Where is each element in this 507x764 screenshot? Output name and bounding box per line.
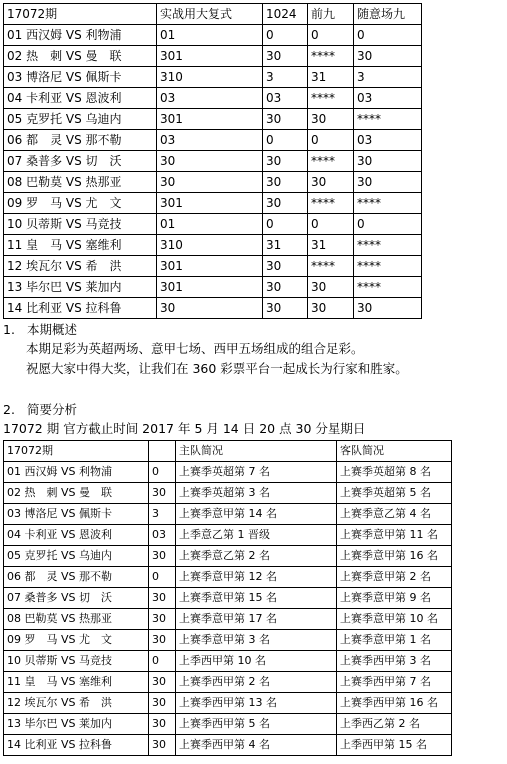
cell-home-summary: 上赛季英超第 7 名	[176, 462, 337, 483]
cell-match: 05 克罗托 VS 乌迪内	[4, 546, 149, 567]
cell-away-summary: 上赛季意甲第 11 名	[337, 525, 452, 546]
cell-pick-1024: 30	[263, 256, 308, 277]
cell-first-nine: 30	[308, 172, 354, 193]
section-1-line-2: 祝愿大家中得大奖，让我们在 360 彩票平台一起成长为行家和胜家。	[26, 361, 408, 376]
cell-first-nine: 0	[308, 214, 354, 235]
cell-match: 13 毕尔巴 VS 莱加内	[4, 277, 157, 298]
table-row	[4, 588, 452, 609]
cell-match: 02 热 刺 VS 曼 联	[4, 46, 157, 67]
cell-match: 04 卡利亚 VS 恩波利	[4, 525, 149, 546]
cell-away-summary: 上赛季意甲第 2 名	[337, 567, 452, 588]
cell-away-summary: 上赛季西甲第 3 名	[337, 651, 452, 672]
cell-match: 08 巴勒莫 VS 热那亚	[4, 609, 149, 630]
table-row	[4, 235, 422, 256]
section-2-heading	[3, 401, 77, 419]
cell-first-nine: 31	[308, 67, 354, 88]
table-row	[4, 462, 452, 483]
cell-away-summary: 上赛季英超第 8 名	[337, 462, 452, 483]
header-first-nine: 前九	[308, 4, 354, 25]
cell-away-summary: 上赛季西甲第 7 名	[337, 672, 452, 693]
cell-away-summary: 上赛季意甲第 10 名	[337, 609, 452, 630]
table-row	[4, 693, 452, 714]
cell-away-summary: 上赛季意甲第 1 名	[337, 630, 452, 651]
table-row	[4, 214, 422, 235]
cell-first-nine: 30	[308, 277, 354, 298]
cell-home-summary: 上赛季西甲第 5 名	[176, 714, 337, 735]
cell-match: 10 贝蒂斯 VS 马竞技	[4, 214, 157, 235]
cell-any-nine: 30	[354, 46, 422, 67]
cell-pick: 30	[149, 588, 176, 609]
cell-home-summary: 上赛季英超第 3 名	[176, 483, 337, 504]
team-analysis-table	[3, 440, 452, 756]
table-row	[4, 651, 452, 672]
table-row	[4, 735, 452, 756]
cell-full-combo: 30	[157, 298, 263, 319]
cell-pick-1024: 31	[263, 235, 308, 256]
cell-pick-1024: 30	[263, 151, 308, 172]
cell-away-summary: 上赛季意乙第 4 名	[337, 504, 452, 525]
header-match: 17072期	[4, 4, 157, 25]
cell-home-summary: 上赛季意甲第 15 名	[176, 588, 337, 609]
cell-full-combo: 30	[157, 172, 263, 193]
cell-away-summary: 上季西甲第 15 名	[337, 735, 452, 756]
cell-full-combo: 03	[157, 88, 263, 109]
cell-pick-1024: 0	[263, 25, 308, 46]
cell-any-nine: 30	[354, 298, 422, 319]
cell-pick: 0	[149, 567, 176, 588]
cell-match: 03 博洛尼 VS 佩斯卡	[4, 67, 157, 88]
cell-first-nine: ****	[308, 256, 354, 277]
cell-full-combo: 310	[157, 67, 263, 88]
cell-first-nine: ****	[308, 193, 354, 214]
cell-away-summary: 上赛季意甲第 16 名	[337, 546, 452, 567]
cell-first-nine: 30	[308, 298, 354, 319]
cell-home-summary: 上赛季意甲第 3 名	[176, 630, 337, 651]
table-row	[4, 193, 422, 214]
header-home-summary: 主队简况	[176, 441, 337, 462]
cell-home-summary: 上季西甲第 10 名	[176, 651, 337, 672]
cell-first-nine: 0	[308, 25, 354, 46]
header-pick	[149, 441, 176, 462]
cell-match: 14 比利亚 VS 拉科鲁	[4, 298, 157, 319]
section-1-number: 1.	[3, 322, 15, 337]
cell-full-combo: 301	[157, 277, 263, 298]
table-row	[4, 151, 422, 172]
cell-match: 13 毕尔巴 VS 莱加内	[4, 714, 149, 735]
cell-pick-1024: 0	[263, 214, 308, 235]
cell-full-combo: 01	[157, 25, 263, 46]
cell-full-combo: 310	[157, 235, 263, 256]
cell-full-combo: 30	[157, 151, 263, 172]
table-row	[4, 567, 452, 588]
section-1-line-1: 本期足彩为英超两场、意甲七场、西甲五场组成的组合足彩。	[26, 341, 364, 356]
cell-any-nine: ****	[354, 256, 422, 277]
section-1-title: 本期概述	[27, 322, 78, 337]
cell-any-nine: 30	[354, 172, 422, 193]
cell-home-summary: 上赛季西甲第 13 名	[176, 693, 337, 714]
cell-pick-1024: 30	[263, 172, 308, 193]
cell-home-summary: 上赛季意甲第 14 名	[176, 504, 337, 525]
cell-pick-1024: 30	[263, 46, 308, 67]
table-row	[4, 277, 422, 298]
header-away-summary: 客队简况	[337, 441, 452, 462]
cell-pick-1024: 30	[263, 193, 308, 214]
cell-any-nine: 3	[354, 67, 422, 88]
cell-any-nine: ****	[354, 109, 422, 130]
cell-home-summary: 上赛季西甲第 4 名	[176, 735, 337, 756]
table-row	[4, 504, 452, 525]
cell-match: 09 罗 马 VS 尤 文	[4, 630, 149, 651]
table-row	[4, 172, 422, 193]
cell-any-nine: ****	[354, 193, 422, 214]
section-2-number: 2.	[3, 402, 15, 417]
table-row	[4, 483, 452, 504]
table-row	[4, 525, 452, 546]
cell-pick-1024: 3	[263, 67, 308, 88]
cell-match: 07 桑普多 VS 切 沃	[4, 151, 157, 172]
cell-match: 11 皇 马 VS 塞维利	[4, 235, 157, 256]
cell-pick: 30	[149, 714, 176, 735]
cell-match: 09 罗 马 VS 尤 文	[4, 193, 157, 214]
cell-match: 03 博洛尼 VS 佩斯卡	[4, 504, 149, 525]
cell-home-summary: 上赛季意乙第 2 名	[176, 546, 337, 567]
table-row	[4, 256, 422, 277]
cell-away-summary: 上季西乙第 2 名	[337, 714, 452, 735]
cell-match: 10 贝蒂斯 VS 马竞技	[4, 651, 149, 672]
header-pick-1024: 1024	[263, 4, 308, 25]
cell-first-nine: ****	[308, 151, 354, 172]
table-row	[4, 546, 452, 567]
header-row	[4, 441, 452, 462]
table-row	[4, 46, 422, 67]
cell-pick-1024: 30	[263, 277, 308, 298]
table-row	[4, 714, 452, 735]
cell-pick: 30	[149, 630, 176, 651]
cell-pick-1024: 30	[263, 109, 308, 130]
cell-pick: 30	[149, 609, 176, 630]
cell-away-summary: 上赛季西甲第 16 名	[337, 693, 452, 714]
deadline-text: 17072 期 官方截止时间 2017 年 5 月 14 日 20 点 30 分星期日	[3, 421, 366, 436]
table-row	[4, 298, 422, 319]
team-analysis-table-body	[4, 441, 452, 756]
cell-match: 06 都 灵 VS 那不勒	[4, 567, 149, 588]
cell-any-nine: ****	[354, 235, 422, 256]
cell-away-summary: 上赛季英超第 5 名	[337, 483, 452, 504]
cell-any-nine: 30	[354, 151, 422, 172]
cell-first-nine: 31	[308, 235, 354, 256]
cell-match: 05 克罗托 VS 乌迪内	[4, 109, 157, 130]
cell-home-summary: 上季意乙第 1 晋级	[176, 525, 337, 546]
cell-pick: 30	[149, 735, 176, 756]
cell-home-summary: 上赛季西甲第 2 名	[176, 672, 337, 693]
cell-full-combo: 03	[157, 130, 263, 151]
cell-match: 12 埃瓦尔 VS 希 洪	[4, 256, 157, 277]
table-row	[4, 25, 422, 46]
cell-first-nine: ****	[308, 46, 354, 67]
cell-pick-1024: 30	[263, 298, 308, 319]
cell-first-nine: ****	[308, 88, 354, 109]
cell-any-nine: 03	[354, 130, 422, 151]
table-row	[4, 672, 452, 693]
cell-pick: 30	[149, 693, 176, 714]
betting-options-table	[3, 3, 422, 319]
header-row	[4, 4, 422, 25]
table-row	[4, 88, 422, 109]
cell-pick: 30	[149, 672, 176, 693]
cell-pick: 0	[149, 462, 176, 483]
cell-any-nine: 0	[354, 25, 422, 46]
cell-pick: 3	[149, 504, 176, 525]
table-row	[4, 67, 422, 88]
table-row	[4, 130, 422, 151]
cell-home-summary: 上赛季意甲第 17 名	[176, 609, 337, 630]
cell-pick: 0	[149, 651, 176, 672]
cell-match: 14 比利亚 VS 拉科鲁	[4, 735, 149, 756]
cell-match: 12 埃瓦尔 VS 希 洪	[4, 693, 149, 714]
cell-match: 01 西汉姆 VS 利物浦	[4, 462, 149, 483]
betting-options-table-body	[4, 4, 422, 319]
cell-full-combo: 301	[157, 46, 263, 67]
cell-away-summary: 上赛季意甲第 9 名	[337, 588, 452, 609]
cell-pick: 30	[149, 546, 176, 567]
header-any-nine: 随意场九	[354, 4, 422, 25]
cell-pick-1024: 0	[263, 130, 308, 151]
header-match: 17072期	[4, 441, 149, 462]
cell-match: 04 卡利亚 VS 恩波利	[4, 88, 157, 109]
table-row	[4, 630, 452, 651]
cell-match: 11 皇 马 VS 塞维利	[4, 672, 149, 693]
cell-pick-1024: 03	[263, 88, 308, 109]
cell-pick: 03	[149, 525, 176, 546]
cell-full-combo: 301	[157, 193, 263, 214]
cell-match: 01 西汉姆 VS 利物浦	[4, 25, 157, 46]
cell-match: 08 巴勒莫 VS 热那亚	[4, 172, 157, 193]
cell-match: 02 热 刺 VS 曼 联	[4, 483, 149, 504]
cell-full-combo: 301	[157, 109, 263, 130]
header-full-combo: 实战用大复式	[157, 4, 263, 25]
section-1-heading	[3, 321, 77, 339]
cell-match: 06 都 灵 VS 那不勒	[4, 130, 157, 151]
cell-any-nine: ****	[354, 277, 422, 298]
section-2-title: 简要分析	[27, 402, 78, 417]
cell-first-nine: 0	[308, 130, 354, 151]
table-row	[4, 609, 452, 630]
cell-full-combo: 01	[157, 214, 263, 235]
cell-full-combo: 301	[157, 256, 263, 277]
table-row	[4, 109, 422, 130]
cell-any-nine: 03	[354, 88, 422, 109]
cell-first-nine: 30	[308, 109, 354, 130]
cell-match: 07 桑普多 VS 切 沃	[4, 588, 149, 609]
cell-any-nine: 0	[354, 214, 422, 235]
cell-home-summary: 上赛季意甲第 12 名	[176, 567, 337, 588]
cell-pick: 30	[149, 483, 176, 504]
